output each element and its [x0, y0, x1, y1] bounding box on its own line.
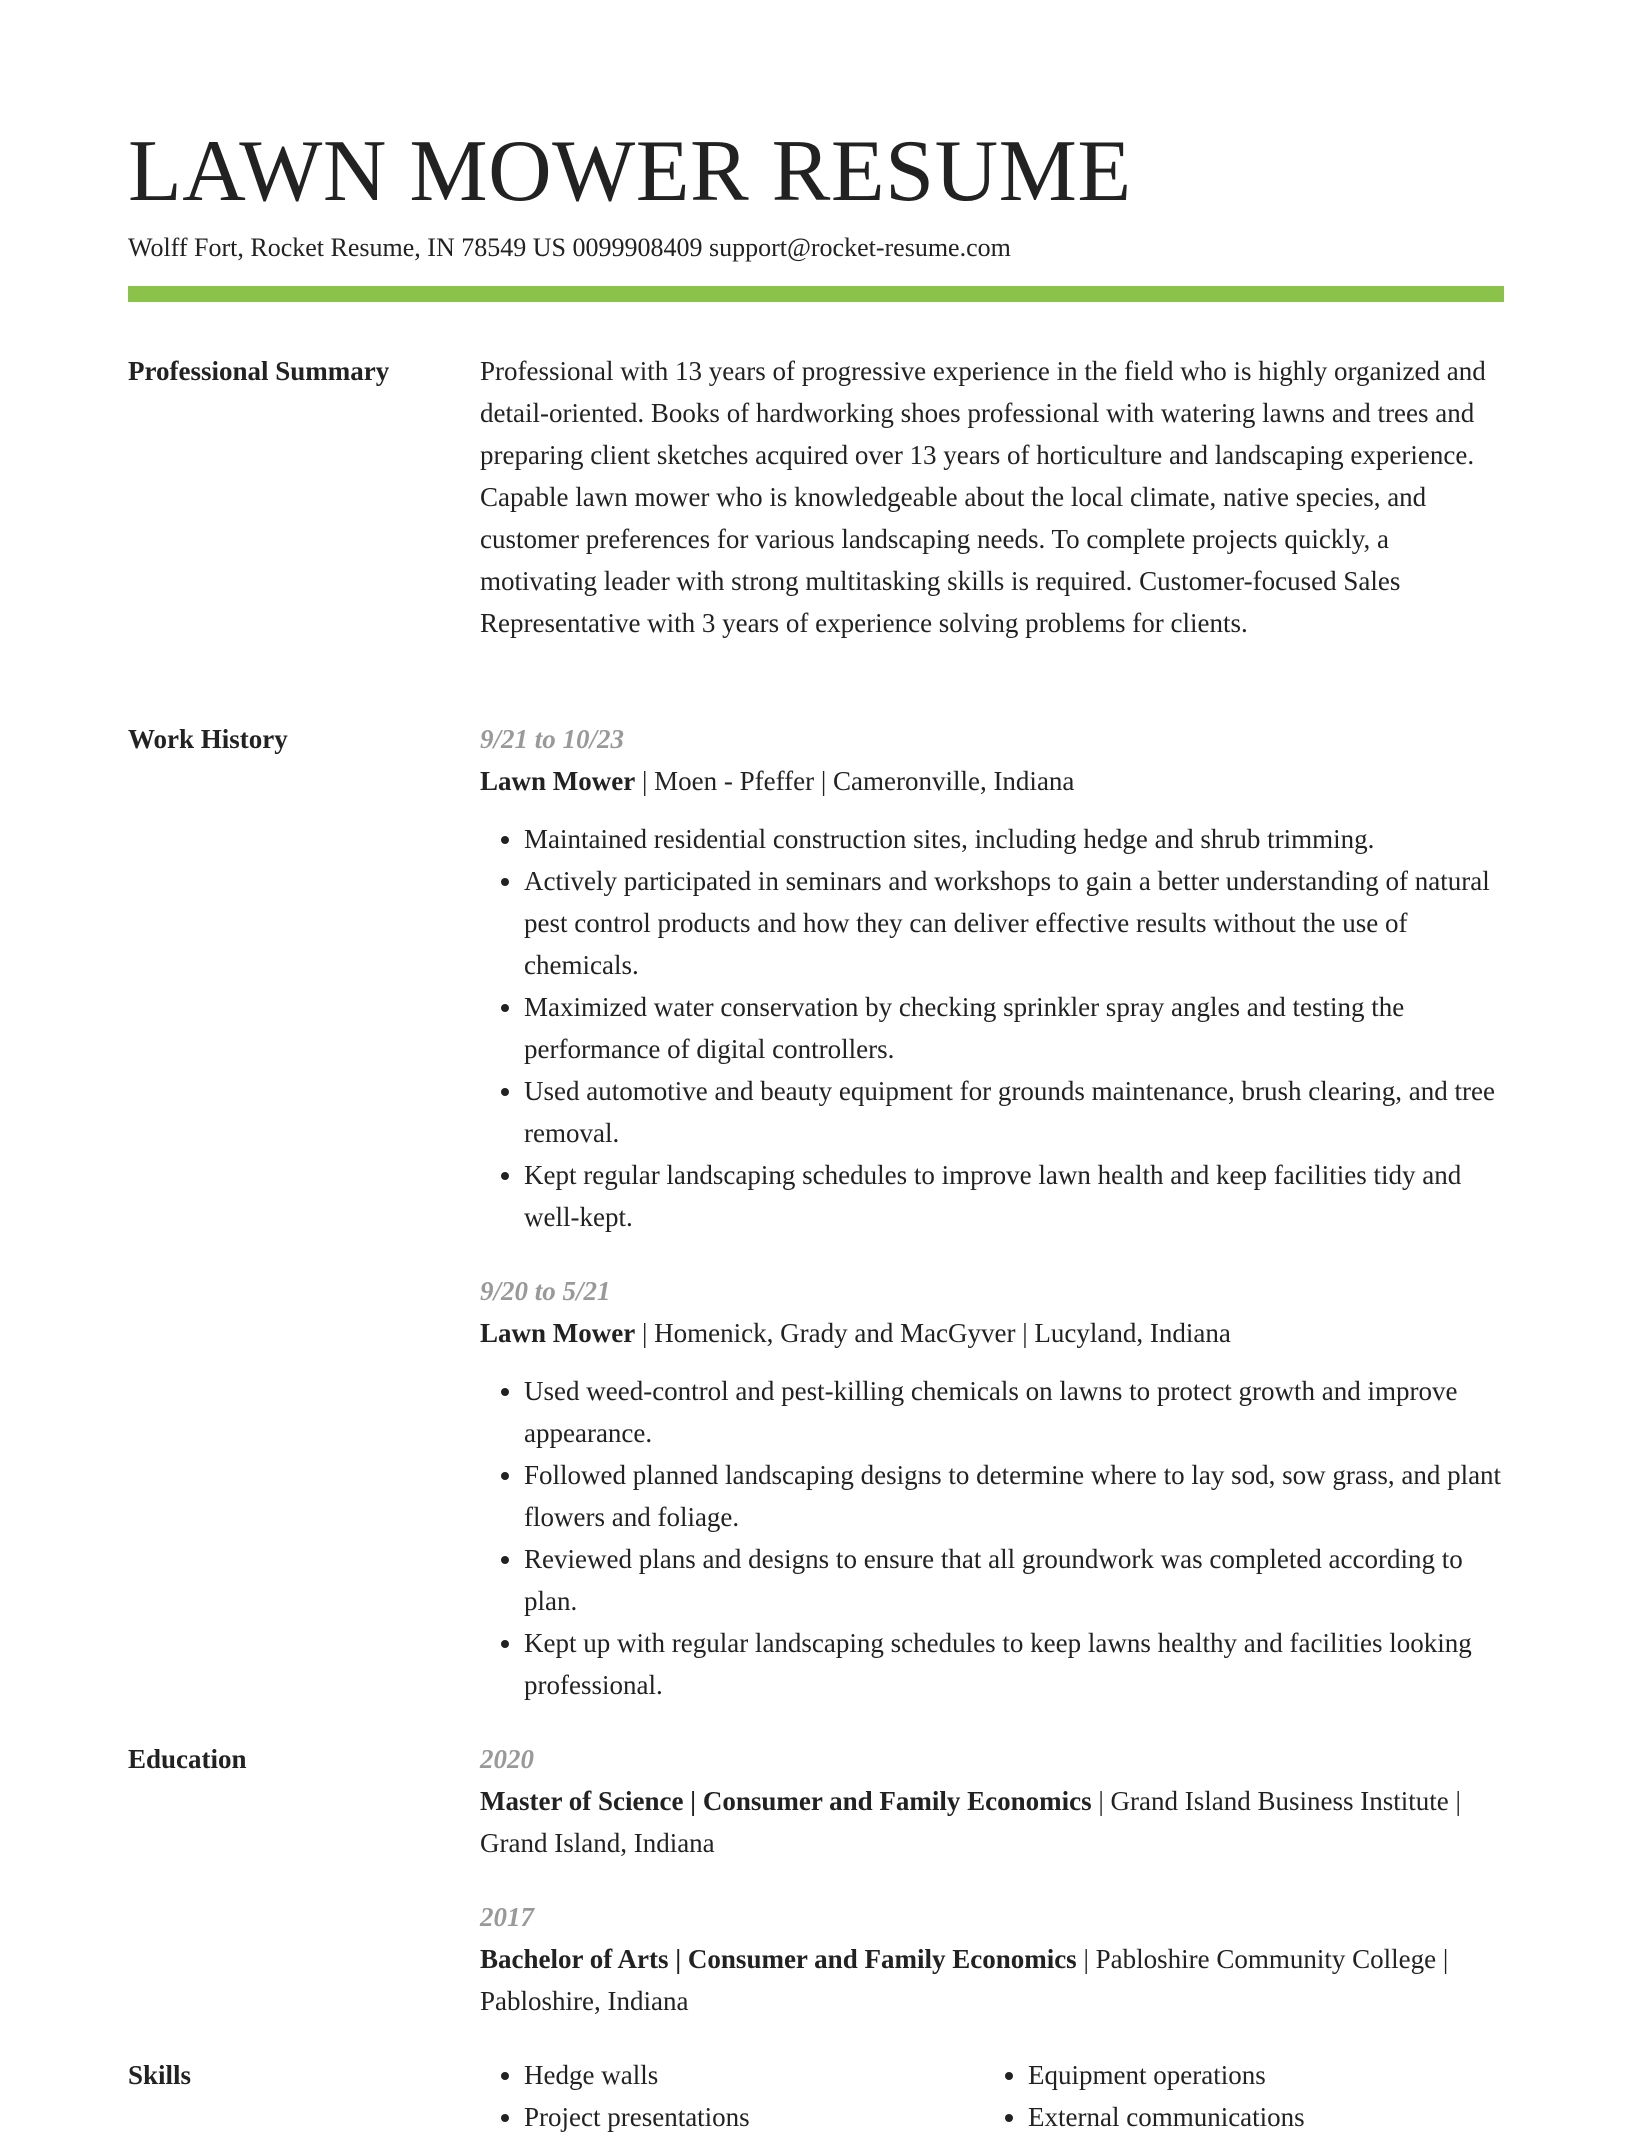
list-item: • Reviewed plans and designs to ensure that all groundwork was completed according to plan. — [524, 1538, 1504, 1622]
work-entry — [480, 718, 1504, 1238]
list-item: • Used weed-control and pest-killing chemicals on lawns to protect growth and improve appearance. — [524, 1370, 1504, 1454]
degree-title: Bachelor of Arts | Consumer and Family Economics — [480, 1944, 1077, 1974]
education-entry — [480, 1738, 1504, 1864]
work-entry — [480, 1270, 1504, 1706]
list-item: • Actively participated in seminars and workshops to gain a better understanding of natural pest control products and how they can deliver effective results without the use of chemicals. — [524, 860, 1504, 986]
education-heading: Education — [128, 1744, 247, 1774]
work-entry-bullets — [480, 818, 1504, 1238]
summary-text: Professional with 13 years of progressive experience in the field who is highly organized and detail-oriented. Books of hardworking shoes professional with watering lawns and trees and preparing client sketches acquired over 13 years of horticulture and landscaping experience. Capable lawn mower who is knowledgeable about the local climate, native species, and customer preferences for various landscaping needs. To complete projects quickly, a motivating leader with strong multitasking skills is required. Customer-focused Sales Representative with 3 years of experience solving problems for clients. — [480, 356, 1486, 638]
list-item: • Maximized water conservation by checking sprinkler spray angles and testing the performance of digital controllers. — [524, 986, 1504, 1070]
education-year: 2017 — [480, 1902, 534, 1932]
resume-title: LAWN MOWER RESUME — [128, 123, 1132, 220]
work-entry-bullets — [480, 1370, 1504, 1706]
summary-heading: Professional Summary — [128, 356, 390, 386]
list-item: • Maintained residential construction sites, including hedge and shrub trimming. — [524, 818, 1504, 860]
job-title: Lawn Mower — [480, 766, 636, 796]
skills-list-left — [480, 2054, 984, 2138]
job-details: | Homenick, Grady and MacGyver | Lucyland, Indiana — [635, 1318, 1231, 1348]
work-history-heading: Work History — [128, 724, 288, 754]
contact-line: Wolff Fort, Rocket Resume, IN 78549 US 0099908409 support@rocket-resume.com — [128, 233, 1011, 262]
education-heading-line — [480, 1780, 1504, 1864]
skill-item: • External communications — [1028, 2096, 1488, 2138]
skills-columns — [480, 2054, 1504, 2138]
education-year: 2020 — [480, 1744, 534, 1774]
degree-details: | Grand Island Business Institute | Grand Island, Indiana — [480, 1786, 1461, 1858]
work-entry-dates: 9/21 to 10/23 — [480, 724, 625, 754]
work-entry-heading — [480, 760, 1504, 802]
skill-item: • Equipment operations — [1028, 2054, 1488, 2096]
job-title: Lawn Mower — [480, 1318, 636, 1348]
education-body — [480, 1738, 1504, 2022]
education-heading-line — [480, 1938, 1504, 2022]
list-item: • Kept up with regular landscaping schedules to keep lawns healthy and facilities looking professional. — [524, 1622, 1504, 1706]
work-entry-heading — [480, 1312, 1504, 1354]
accent-divider — [128, 286, 1504, 302]
work-history-body — [480, 718, 1504, 1706]
skills-body — [480, 2054, 1504, 2138]
skill-item: • Hedge walls — [524, 2054, 984, 2096]
skills-list-right — [984, 2054, 1488, 2138]
work-entry-dates: 9/20 to 5/21 — [480, 1276, 611, 1306]
list-item: • Followed planned landscaping designs to determine where to lay sod, sow grass, and plant flowers and foliage. — [524, 1454, 1504, 1538]
degree-details: | Pabloshire Community College | Pabloshire, Indiana — [480, 1944, 1449, 2016]
list-item: • Used automotive and beauty equipment for grounds maintenance, brush clearing, and tree removal. — [524, 1070, 1504, 1154]
education-entry — [480, 1896, 1504, 2022]
summary-body — [480, 350, 1504, 644]
skill-item: • Project presentations — [524, 2096, 984, 2138]
skills-heading: Skills — [128, 2060, 192, 2090]
list-item: • Kept regular landscaping schedules to improve lawn health and keep facilities tidy and well-kept. — [524, 1154, 1504, 1238]
job-details: | Moen - Pfeffer | Cameronville, Indiana — [635, 766, 1075, 796]
degree-title: Master of Science | Consumer and Family Economics — [480, 1786, 1092, 1816]
